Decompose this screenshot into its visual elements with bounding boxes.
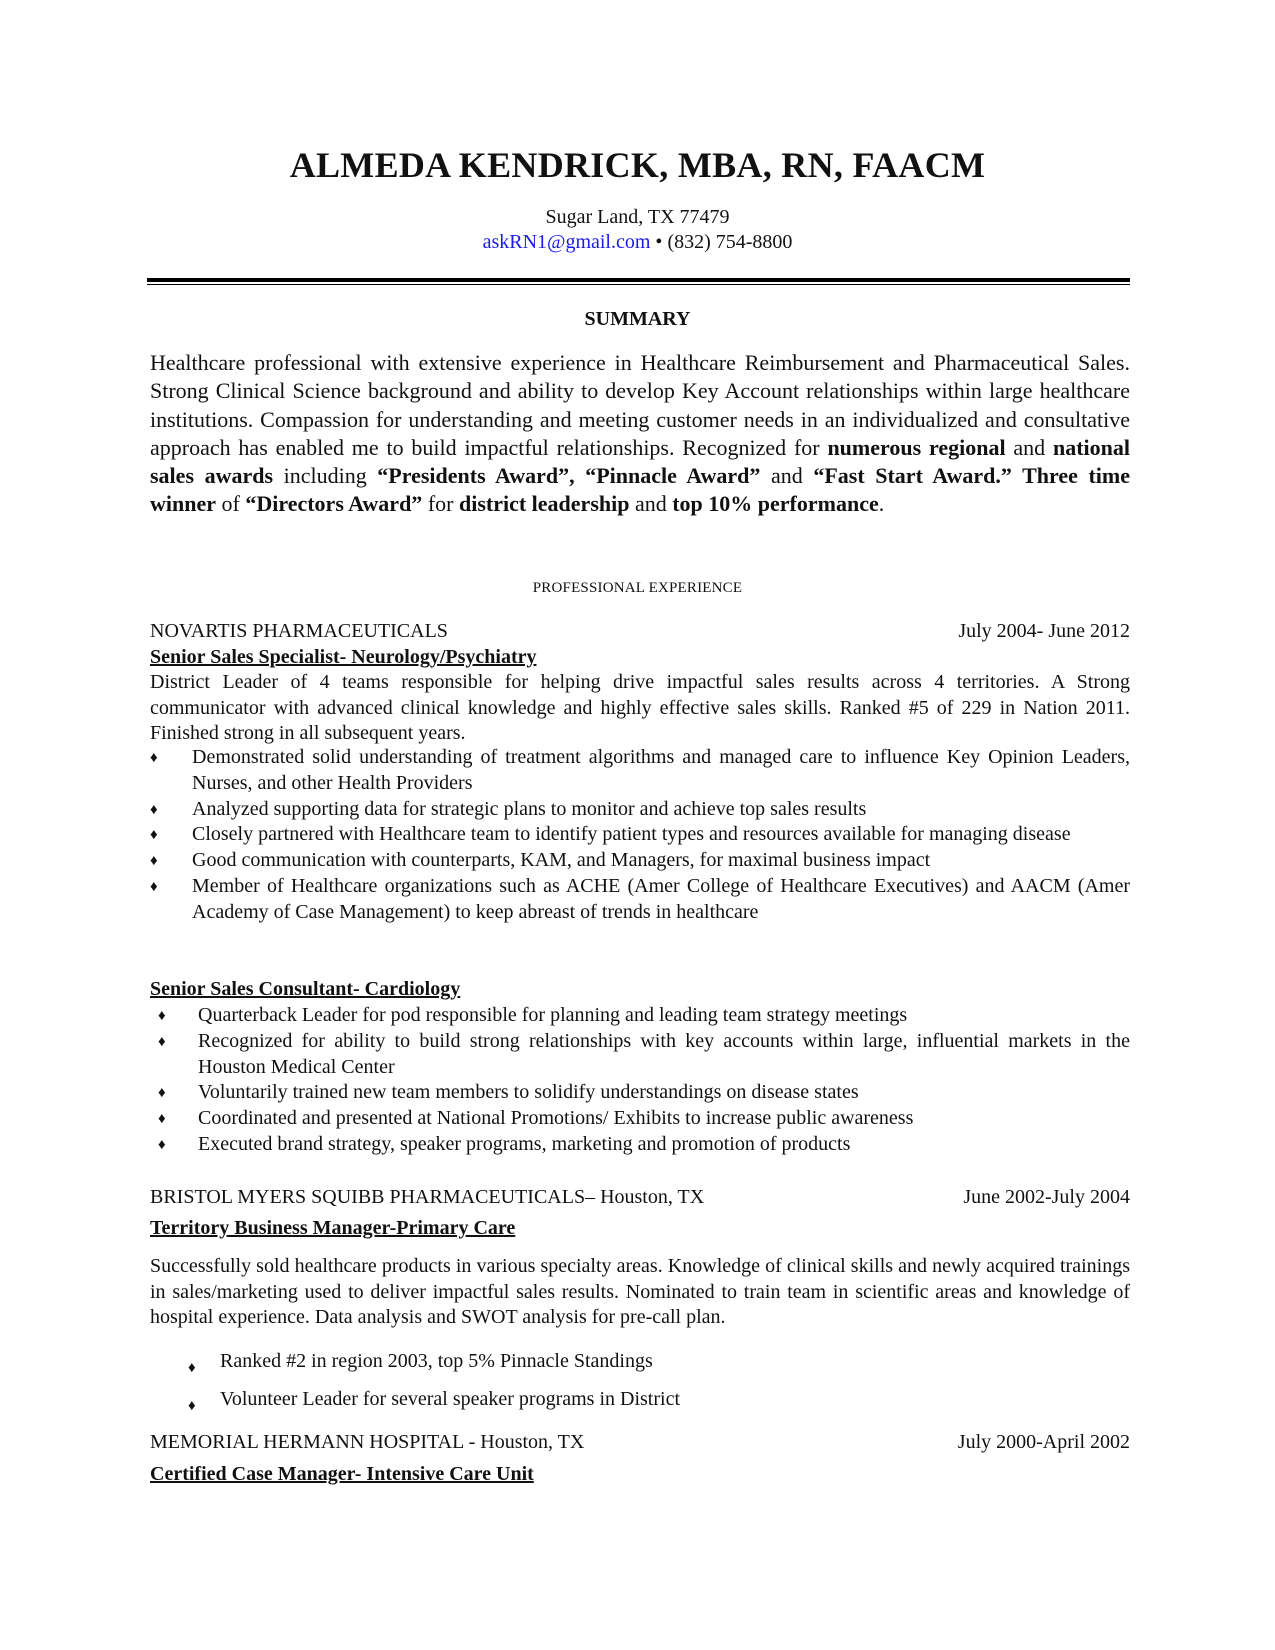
email-link[interactable]: askRN1@gmail.com xyxy=(482,231,651,253)
list-item: ♦ Quarterback Leader for pod responsible for planning and leading team strategy meetings xyxy=(150,1003,1130,1029)
bullet-diamond-icon: ♦ xyxy=(158,1136,166,1153)
list-item: ♦ Ranked #2 in region 2003, top 5% Pinnacle Standings xyxy=(188,1342,1130,1380)
list-item: ♦ Member of Healthcare organizations such as ACHE (Amer College of Healthcare Executives) and AACM (Amer Academy of Case Management) to keep abreast of trends in healthcare xyxy=(150,874,1130,923)
company-name: BRISTOL MYERS SQUIBB PHARMACEUTICALS– Houston, TX xyxy=(150,1186,705,1208)
job-header-bms xyxy=(150,1186,1130,1209)
job-dates: June 2002-July 2004 xyxy=(963,1186,1130,1208)
contact-separator: • xyxy=(655,231,663,253)
list-item: ♦ Analyzed supporting data for strategic plans to monitor and achieve top sales results xyxy=(150,797,1130,823)
candidate-name: ALMEDA KENDRICK, MBA, RN, FAACM xyxy=(289,145,986,185)
bullet-diamond-icon: ♦ xyxy=(150,801,158,818)
job-header-memorial-hermann xyxy=(150,1431,1130,1454)
list-item: ♦ Executed brand strategy, speaker programs, marketing and promotion of products xyxy=(150,1132,1130,1158)
company-name: MEMORIAL HERMANN HOSPITAL - Houston, TX xyxy=(150,1431,585,1453)
bullet-diamond-icon: ♦ xyxy=(188,1360,196,1376)
job-dates: July 2004- June 2012 xyxy=(958,620,1130,642)
experience-heading: PROFESSIONAL EXPERIENCE xyxy=(532,580,743,596)
role-title: Territory Business Manager-Primary Care xyxy=(150,1217,516,1239)
list-item: ♦ Closely partnered with Healthcare team to identify patient types and resources available for managing disease xyxy=(150,822,1130,848)
bullet-diamond-icon: ♦ xyxy=(150,853,158,870)
job-dates: July 2000-April 2002 xyxy=(957,1431,1130,1453)
contact-line xyxy=(0,231,1275,254)
header-divider-thick xyxy=(147,278,1130,282)
bullet-diamond-icon: ♦ xyxy=(158,1033,166,1050)
phone-number: (832) 754-8800 xyxy=(667,231,793,253)
address: Sugar Land, TX 77479 xyxy=(545,206,730,228)
bullet-diamond-icon: ♦ xyxy=(158,1111,166,1128)
list-item: ♦ Demonstrated solid understanding of treatment algorithms and managed care to influence Key Opinion Leaders, Nurses, and other Health Providers xyxy=(150,746,1130,794)
role-title: Senior Sales Consultant- Cardiology xyxy=(150,978,461,1000)
list-item: ♦ Voluntarily trained new team members to solidify understandings on disease states xyxy=(150,1080,1130,1106)
role-title: Certified Case Manager- Intensive Care Unit xyxy=(150,1463,534,1485)
summary-paragraph: Healthcare professional with extensive experience in Healthcare Reimbursement and Pharmaceutical Sales. Strong Clinical Science background and ability to develop Key Account relationships within large healthcare institutions. Compassion for understanding and meeting customer needs in an individualized and consultative approach has enabled me to build impactful relationships. Recognized for numerous regional and national sales awards including “Presidents Award”, “Pinnacle Award” and “Fast Start Award.” Three time winner of “Directors Award” for district leadership and top 10% performance. xyxy=(150,350,1131,517)
bullet-diamond-icon: ♦ xyxy=(150,878,158,895)
bullet-diamond-icon: ♦ xyxy=(158,1085,166,1102)
list-item: ♦ Coordinated and presented at National Promotions/ Exhibits to increase public awareness xyxy=(150,1106,1130,1132)
role-bullets xyxy=(188,1342,1130,1418)
list-item: ♦ Recognized for ability to build strong relationships with key accounts within large, influential markets in the Houston Medical Center xyxy=(158,1029,1130,1078)
role-description: District Leader of 4 teams responsible for helping drive impactful sales results across 4 territories. A Strong communicator with advanced clinical knowledge and highly effective sales skills. Ranked #5 of 229 in Nation 2011. Finished strong in all subsequent years. xyxy=(150,671,1130,744)
header-divider-thin xyxy=(147,284,1130,285)
list-item: ♦ Good communication with counterparts, KAM, and Managers, for maximal business impact xyxy=(150,848,1130,874)
bullet-diamond-icon: ♦ xyxy=(150,750,158,766)
role-bullets xyxy=(150,745,1130,926)
company-name: NOVARTIS PHARMACEUTICALS xyxy=(150,620,448,642)
summary-heading: SUMMARY xyxy=(584,308,691,330)
list-item: ♦ Volunteer Leader for several speaker programs in District xyxy=(188,1380,1130,1418)
bullet-diamond-icon: ♦ xyxy=(158,1008,166,1024)
job-header-novartis xyxy=(150,620,1130,643)
bullet-diamond-icon: ♦ xyxy=(188,1398,196,1414)
bullet-diamond-icon: ♦ xyxy=(150,827,158,844)
role-bullets xyxy=(150,1003,1130,1158)
role-title: Senior Sales Specialist- Neurology/Psychiatry xyxy=(150,646,537,668)
role-description: Successfully sold healthcare products in various specialty areas. Knowledge of clinical skills and newly acquired trainings in sales/marketing used to deliver impactful sales results. Nominated to train team in scientific areas and knowledge of hospital experience. Data analysis and SWOT analysis for pre-call plan. xyxy=(150,1255,1130,1328)
